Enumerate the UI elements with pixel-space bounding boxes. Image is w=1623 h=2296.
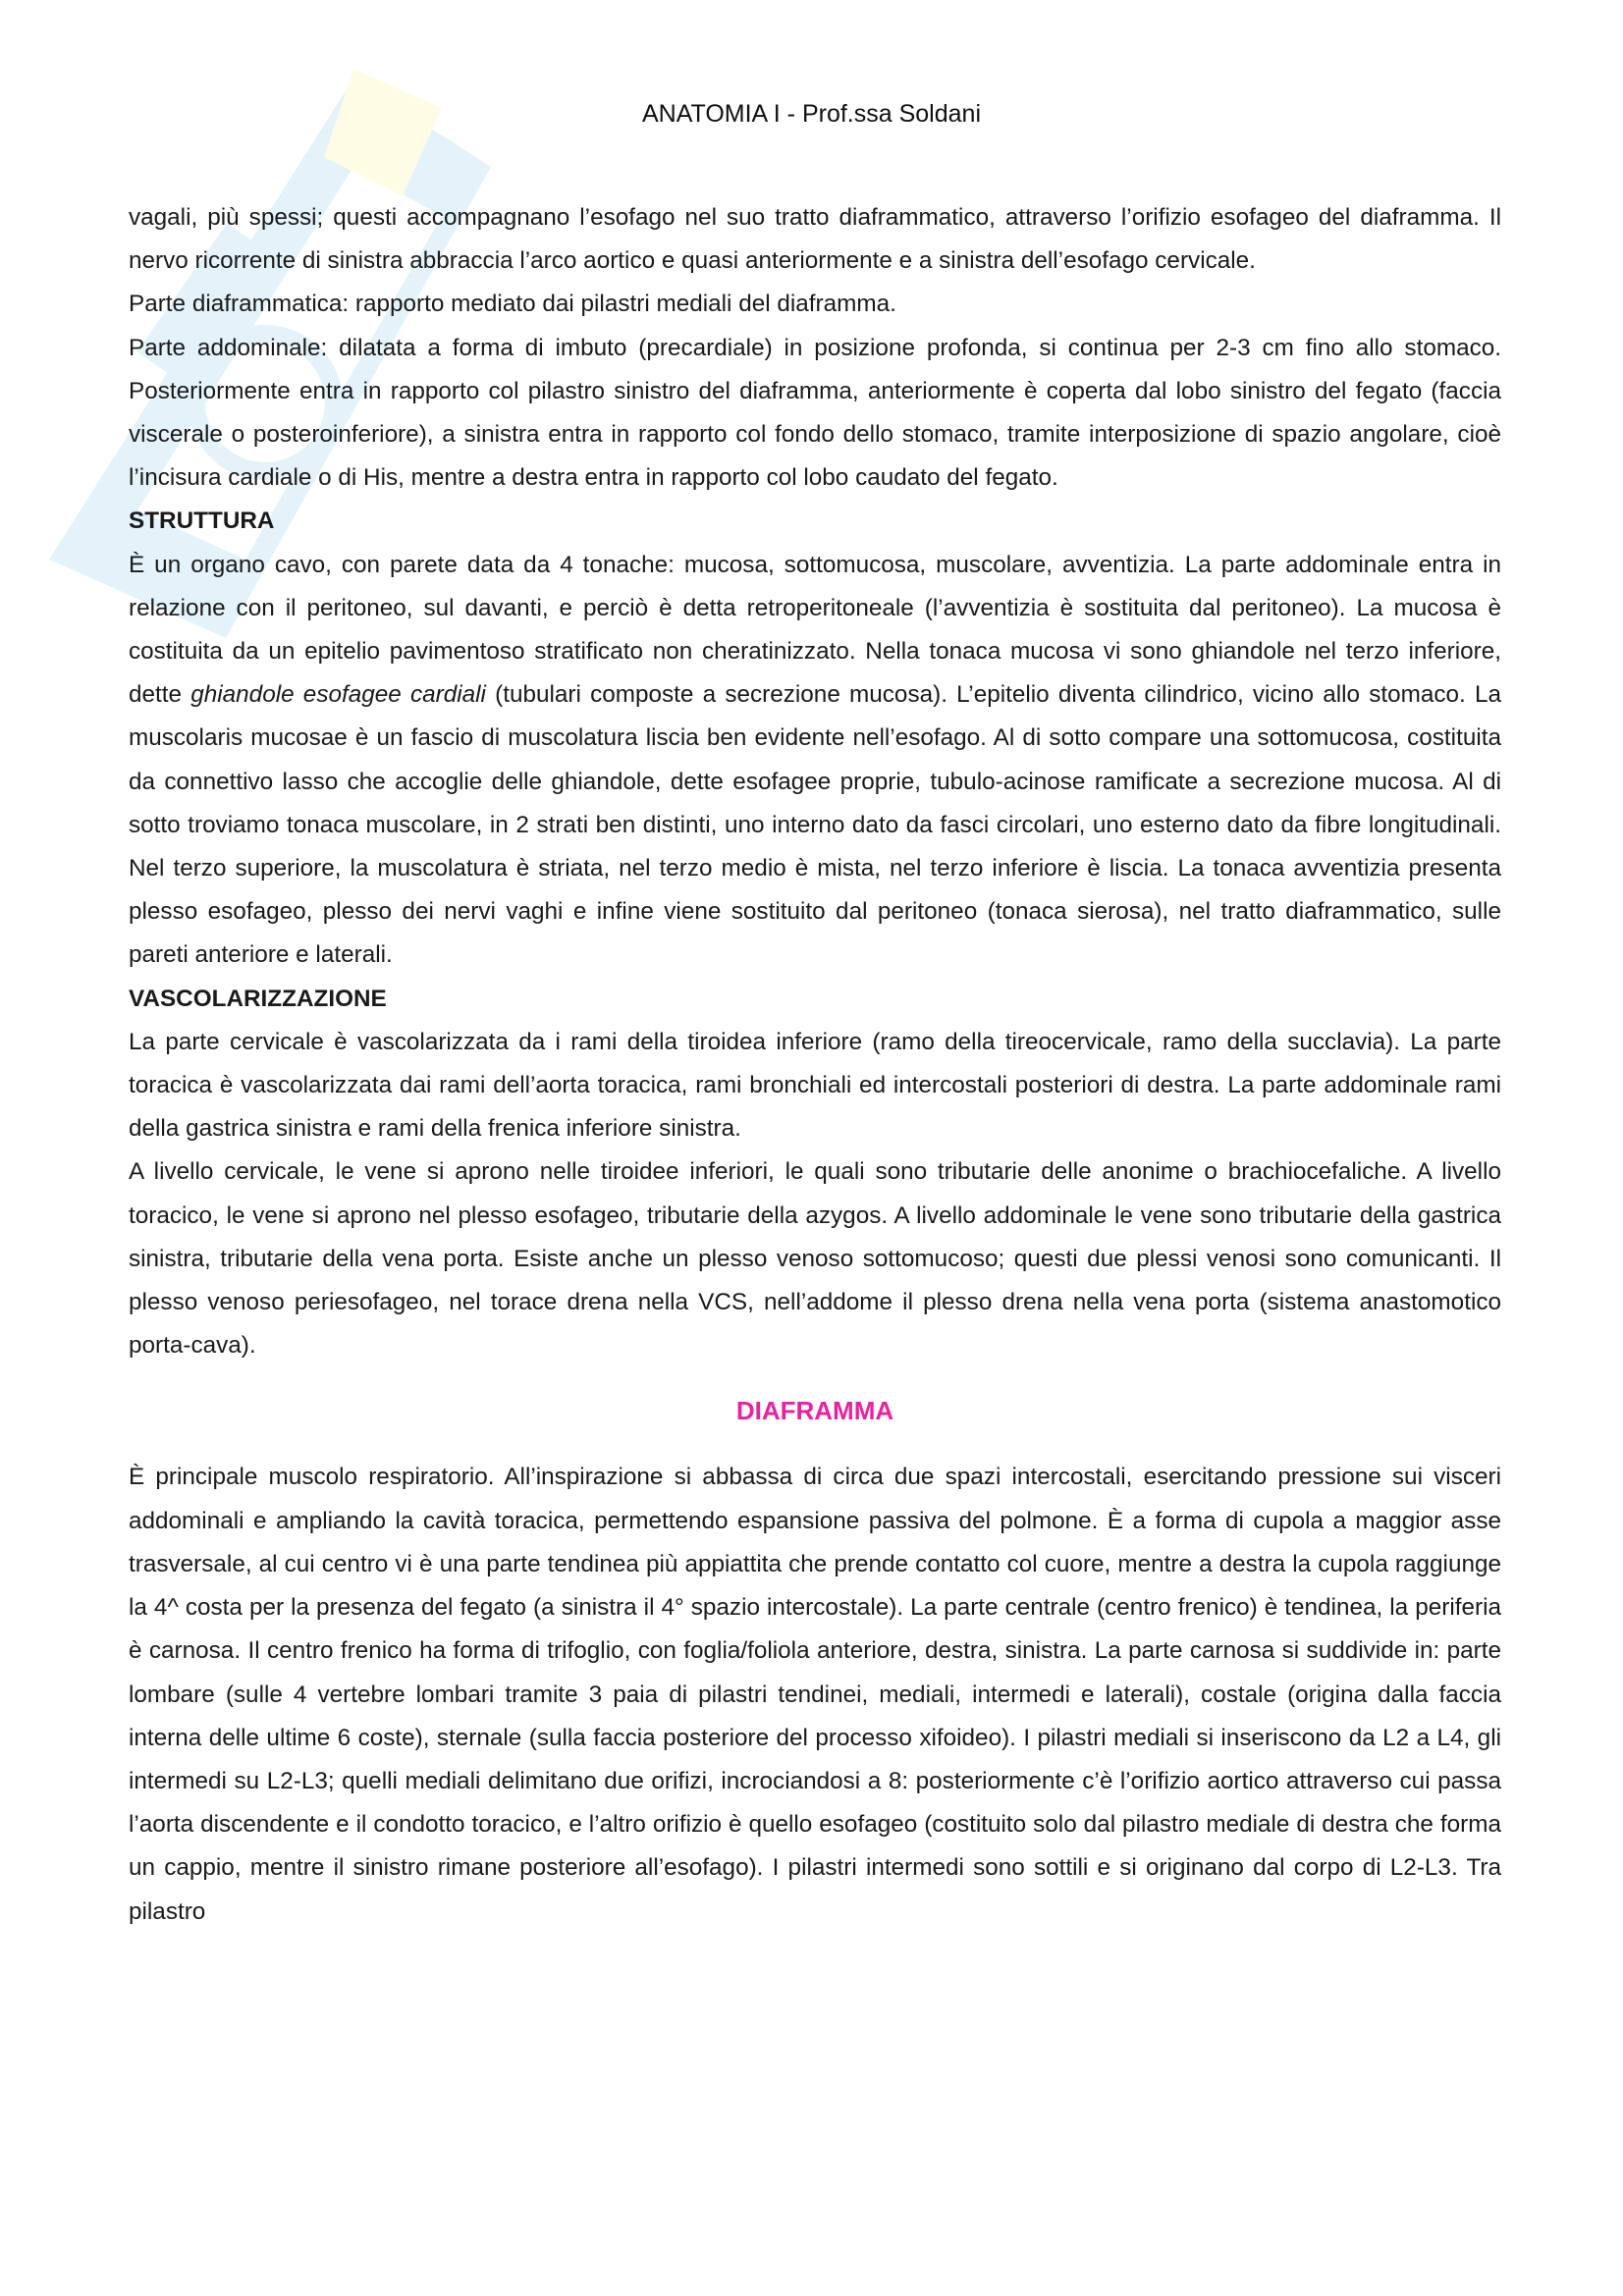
paragraph: vagali, più spessi; questi accompagnano l’esofago nel suo tratto diaframmatico, attraverso l’orifizio esofageo del diaframma. Il nervo ricorrente di sinistra abbraccia l’arco aortico e quasi anteriormente e a sinistra dell’esofago cervicale. (129, 204, 1501, 275)
paragraph: A livello cervicale, le vene si aprono nelle tiroidee inferiori, le quali sono tributarie delle anonime o brachiocefaliche. A livello toracico, le vene si aprono nel plesso esofageo, tributarie della azygos. A livello addominale le vene sono tributarie della gastrica sinistra, tributarie della vena porta. Esiste anche un plesso venoso sottomucoso; questi due plessi venosi sono comunicanti. Il plesso venoso periesofageo, nel torace drena nella VCS, nell’addome il plesso drena nella vena porta (sistema anastomotico porta-cava). (129, 1158, 1501, 1360)
section-heading-vascolarizzazione: VASCOLARIZZAZIONE (129, 985, 387, 1012)
text-run: È un organo cavo, con parete data da 4 tonache: mucosa, sottomucosa, muscolare, avventizia. La parte addominale entra in relazione con il peritoneo, sul davanti, e perciò è detta retroperitoneale (l’avventizia è sostituita dal peritoneo). La mucosa è costituita da un epitelio pavimentoso stratificato non cheratinizzato. Nella tonaca mucosa vi sono ghiandole nel terzo inferiore, dette (129, 551, 1501, 709)
paragraph: La parte cervicale è vascolarizzata da i rami della tiroidea inferiore (ramo della tireocervicale, ramo della succlavia). La parte toracica è vascolarizzata dai rami dell’aorta toracica, rami bronchiali ed intercostali posteriori di destra. La parte addominale rami della gastrica sinistra e rami della frenica inferiore sinistra. (129, 1028, 1501, 1143)
paragraph: È principale muscolo respiratorio. All’inspirazione si abbassa di circa due spazi intercostali, esercitando pressione sui visceri addominali e ampliando la cavità toracica, permettendo espansione passiva del polmone. È a forma di cupola a maggior asse trasversale, al cui centro vi è una parte tendinea più appiattita che prende contatto col cuore, mentre a destra la cupola raggiunge la 4^ costa per la presenza del fegato (a sinistra il 4° spazio intercostale). La parte centrale (centro frenico) è tendinea, la periferia è carnosa. Il centro frenico ha forma di trifoglio, con foglia/foliola anteriore, destra, sinistra. La parte carnosa si suddivide in: parte lombare (sulle 4 vertebre lombari tramite 3 paia di pilastri tendinei, mediali, intermedi e laterali), costale (origina dalla faccia interna delle ultime 6 coste), sternale (sulla faccia posteriore del processo xifoideo). I pilastri mediali si inseriscono da L2 a L4, gli intermedi su L2-L3; quelli mediali delimitano due orifizi, incrociandosi a 8: posteriormente c’è l’orifizio aortico attraverso cui passa l’aorta discendente e il condotto toracico, e l’altro orifizio è quello esofageo (costituito solo dal pilastro mediale di destra che forma un cappio, mentre il sinistro rimane posteriore all’esofago). I pilastri intermedi sono sottili e si originano dal corpo di L2-L3. Tra pilastro (129, 1464, 1501, 1925)
paragraph: Parte diaframmatica: rapporto mediato dai pilastri mediali del diaframma. (129, 291, 896, 318)
section-heading-struttura: STRUTTURA (129, 507, 275, 535)
text-run: (tubulari composte a secrezione mucosa). L’epitelio diventa cilindrico, vicino allo stomaco. La muscolaris mucosae è un fascio di muscolatura liscia ben evidente nell’esofago. Al di sotto compare una sottomucosa, costituita da connettivo lasso che accoglie delle ghiandole, dette esofagee proprie, tubulo-acinose ramificate a secrezione mucosa. Al di sotto troviamo tonaca muscolare, in 2 strati ben distinti, uno interno dato da fasci circolari, uno esterno dato da fibre longitudinali. Nel terzo superiore, la muscolatura è striata, nel terzo medio è mista, nel terzo inferiore è liscia. La tonaca avventizia presenta plesso esofageo, plesso dei nervi vaghi e infine viene sostituito dal peritoneo (tonaca sierosa), nel tratto diaframmatico, sulle pareti anteriore e laterali. (129, 681, 1501, 969)
paragraph (129, 544, 1501, 978)
paragraph: Parte addominale: dilatata a forma di imbuto (precardiale) in posizione profonda, si continua per 2-3 cm fino allo stomaco. Posteriormente entra in rapporto col pilastro sinistro del diaframma, anteriormente è coperta dal lobo sinistro del fegato (faccia viscerale o posteroinferiore), a sinistra entra in rapporto col fondo dello stomaco, tramite interposizione di spazio angolare, cioè l’incisura cardiale o di His, mentre a destra entra in rapporto col lobo caudato del fegato. (129, 334, 1501, 492)
section-title-diaframma: DIAFRAMMA (735, 1396, 894, 1426)
document-body (129, 196, 1501, 1934)
page-header: ANATOMIA I - Prof.ssa Soldani (641, 100, 982, 128)
italic-term: ghiandole esofagee cardiali (190, 681, 486, 709)
